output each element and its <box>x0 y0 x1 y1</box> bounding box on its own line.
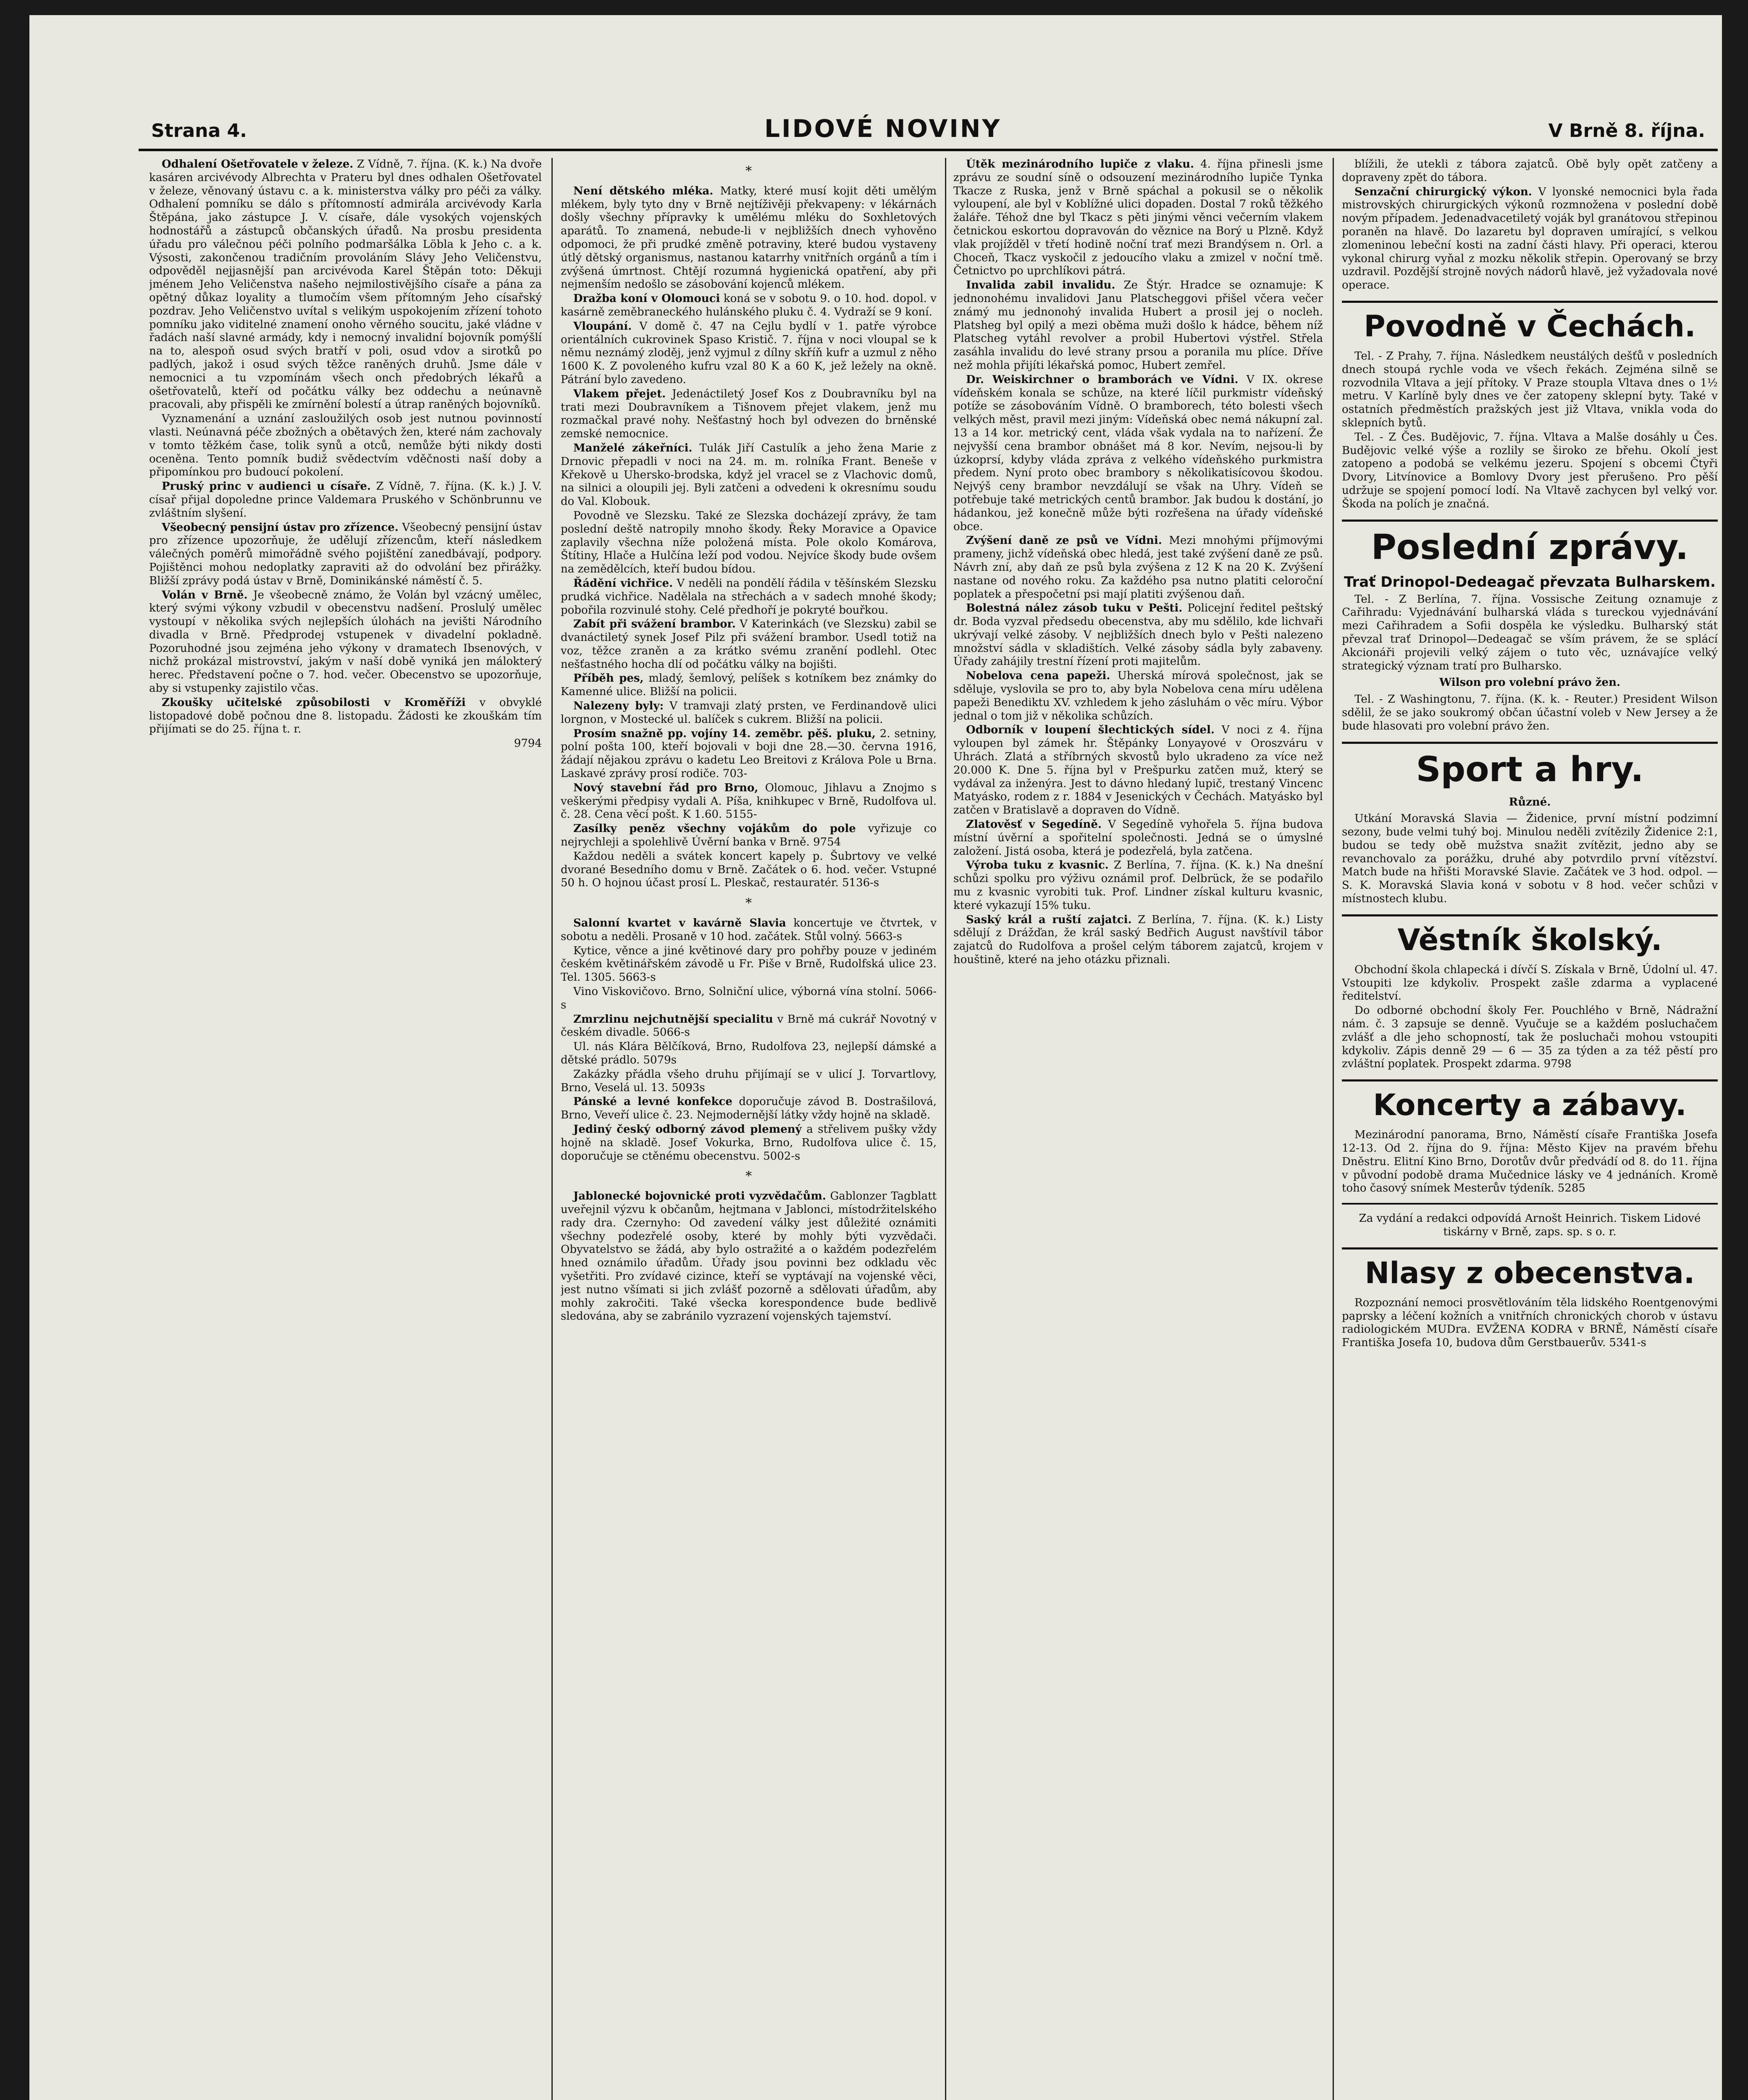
article-body: a střelivem pušky vždy hojně na skladě. Josef Vokurka, Brno, Rudolfova ulice č. 15, doporučuje se ctěnému obecenstvu. 5002-s <box>561 1123 937 1163</box>
article-body: Z Vídně, 7. října. (K. k.) Na dvoře kasáren arcivévody Albrechta v Prateru byl dnes odhalen Ošetřovatel v železe, věnovaný ústavu c. a k. ministerstva války pro péči za války. Odhalení pomníku se dálo s přítomností admirála arcivévody Karla Štěpána, jako zástupce J. V. císaře, dále vysokých vojenských hodnostářů a zástupců občanských úřadů. Na prosbu presidenta úřadu pro válečnou péči polního podmaršálka Löbla k Jeho c. a k. Výsosti, zakončenou tradičním provoláním Slávy Jeho Veličenstvu, odpověděl nejjasnější pan arcivévoda Karel Štěpán toto: Děkuji jménem Jeho Veličenstva našeho nejmilostivějšího císaře a pána za opětný důkaz loyality a tlumočím všem přítomným Jeho císařský pozdrav. Jeho Veličenstvo uvítal s velikým uspokojením zřízení tohoto pomníku jako viditelné znamení onoho věrného soucitu, jaké vládne v řadách naší slavné armády, kdy i nemocný invalidní bojovník pomýšlí na to, alespoň osud svých bratří v poli, osud vdov a sirotků po padlých, jakož i osud svých těžce raněných druhů. Jsme dále v nemocnici a tu vzpomínám všech onch předobrých lékařů a ošetřovatelů, kteří od počátku války bez oddechu a neúnavně pracovali, aby přispěli ke zmírnění bolestí a útrap raněných bojovníků. <box>149 158 542 411</box>
article-body: V tramvaji zlatý prsten, ve Ferdinandově ulici lorgnon, v Mostecké ul. balíček s cukrem. Bližší na policii. <box>561 700 937 726</box>
column-rule <box>945 158 946 2100</box>
article-body: Mezinárodní panorama, Brno, Náměstí císaře Františka Josefa 12-13. Od 2. října do 9. října: Město Kijev na pravém břehu Dněstru. Elitní Kino Brno, Dorotův dvůr předvádí od 8. do 11. října v původní podobě drama Mučednice lásky ve 4 jednáních. Kromě toho časový snímek Mesterův týdeník. 5285 <box>1342 1129 1718 1195</box>
article-body: Vyznamenání a uznání zasloužilých osob jest nutnou povinností vlasti. Neúnavná péče zbožných a obětavých žen, které nám zachovaly v tomto těžkém čase, tolik synů a otců, nemůže býti nikdy dosti oceněna. Tento pomník budiž svědectvím vděčnosti naší doby a připomínkou pro budoucí pokolení. <box>149 412 542 479</box>
article <box>1342 963 1718 1003</box>
article <box>1342 186 1718 292</box>
dateline: V Brně 8. října. <box>1548 120 1705 142</box>
separator-star: * <box>745 1169 752 1184</box>
article-body: Gablonzer Tagblatt uveřejnil výzvu k občanům, hejtmana v Jablonci, místodržitelského rady dra. Czernyho: Od zavedení války jest důležité oznámiti všechny podezřelé osoby, které by mohly býti vyzvědači. Obyvatelstvo se žádá, aby bylo ostražité a o každém podezřelém hned oznámilo úřadům. Úřady jsou povinni bez odkladu věc vyšetřiti. Pro zvídavé cizince, kteří se vyptávají na vojenské věci, jest nutno všímati si jich zvlášť pozorně a sdělovati úřadům, aby mohly zakročiti. Také všecka korespondence bude bedlivě sledována, aby se zabránilo vyzrazení vojenských tajemství. <box>561 1190 937 1323</box>
separator-star: * <box>745 164 752 178</box>
article-body: Tel. - Z Prahy, 7. října. Následkem neustálých dešťů v posledních dnech stoupá rychle voda ve všech řekách. Zejména silně se rozvodnila Vltava a její přítoky. V Praze stoupla Vltava dnes o 1½ metru. V Karlíně byly dnes ve čer zatopeny sklepní byty. Také v ostatních předměstích pražských jest již Vltava, vnikla voda do sklepních bytů. <box>1342 349 1718 429</box>
article-body: Jedenáctiletý Josef Kos z Doubravníku byl na trati mezi Doubravníkem a Tišnovem přejet vlakem, jenž mu rozmačkal pravé nohy. Nešťastný hoch byl odvezen do brněnské zemské nemocnice. <box>561 387 937 441</box>
article-body: v obvyklé listopadové době počnou dne 8. listopadu. Žádosti ke zkouškám tím přijímati se do 25. října t. r. <box>149 696 542 736</box>
article-body: Z Berlína, 7. října. (K. k.) Listy sdělují z Drážďan, že král saský Bedřich August navštívil tábor zajatců do Rudolfova a prošel celým táborem zajatců, krojem v houštině, které na jeho otázku přiznali. <box>953 913 1323 966</box>
article-title: Pruský princ v audienci u císaře. <box>162 480 371 493</box>
article <box>561 782 937 822</box>
divider <box>1342 1203 1718 1205</box>
article-title: Zasílky peněz všechny vojákům do pole <box>573 822 856 835</box>
article <box>561 672 937 699</box>
article-body: V IX. okrese vídeňském konala se schůze, na které líčil purkmistr vídeňský potíže se zásobováním Vídně. O bramborech, této bolesti všech velkých měst, pravil mezi jiným: Vídeňská obec nemá nákupní zal. 13 a 14 kor. metrický cent, vláda však vydala na to nařízení. Že nejvyšší cena brambor obnášet má 8 kor. Nevím, nejsou-li by úzkoprsí, kdyby vláda zpráva z velkého vídeňského purkmistra předem. Nyní proto obec brambory s několikatisícovou škodou. Nejvýš ceny brambor nevzdálují se však na Uhry. Vídeň se potřebuje také metrických centů brambor. Jak budou k dostání, jo hádankou, jež konečně může býti rozřešena na úřady vídeňské obce. <box>953 373 1323 533</box>
article <box>953 914 1323 967</box>
article-body: Tel. - Z Čes. Budějovic, 7. října. Vltava a Malše dosáhly u Čes. Budějovic velké výše a rozlily se široko ze břehu. Okolí jest zatopeno a podobá se velkému jezeru. Spojení s obcemi Čtyři Dvory, Litvínovice a Bomlovy Dvory jest přerušeno. Pro pěší udržuje se spojení pomocí lodí. Na Vltavě zachycen byl velký vor. Škoda na polích je značná. <box>1342 430 1718 510</box>
article-title: Bolestná nález zásob tuku v Pešti. <box>966 602 1183 615</box>
article-body: Rozpoznání nemoci prosvětlováním těla lidského Roentgenovými paprsky a léčení kožních a vnitřních chronických chorob v ústavu radiologickém MUDra. EVŽENA KODRA v BRNĚ, Náměstí císaře Františka Josefa 10, budova dům Gerstbauerův. 5341-s <box>1342 1296 1718 1349</box>
article <box>561 1013 937 1040</box>
article-body: Ul. nás Klára Bělčíková, Brno, Rudolfova 23, nejlepší dámské a dětské prádlo. 5079s <box>561 1040 937 1066</box>
article <box>953 373 1323 534</box>
section-heading-school: Věstník školský. <box>1342 914 1718 958</box>
article-title: Všeobecný pensijní ústav pro zřízence. <box>162 521 399 534</box>
article-body: Policejní ředitel peštský dr. Boda vyzval předsedu obecenstva, aby mu sdělilo, kde lichvaři ukrývají velké zásoby. V nejbližších dnech bylo v Pešti nalezeno množství sádla v skladištích. Velké zásoby sádla byly zabaveny. Úřady zahájily trestní řízení proti majitelům. <box>953 602 1323 668</box>
article <box>561 1123 937 1163</box>
article-title: Manželé zákeřníci. <box>573 441 693 454</box>
article-title: Řádění vichřice. <box>573 577 673 590</box>
article <box>561 1068 937 1095</box>
article <box>953 818 1323 858</box>
article <box>1342 693 1718 733</box>
article-title: Salonní kvartet v kavárně Slavia <box>573 917 786 930</box>
article <box>1342 1004 1718 1071</box>
article <box>561 509 937 576</box>
article <box>953 859 1323 912</box>
article-body: Každou neděli a svátek koncert kapely p. Šubrtovy ve velké dvorané Besedního domu v Brně. Začátek o 6. hod. večer. Vstupné 50 h. O hojnou účast prosí L. Pleskač, restauratér. 5136-s <box>561 850 937 890</box>
article <box>953 158 1323 278</box>
article-body: V domě č. 47 na Cejlu bydlí v 1. patře výrobce orientálních cukrovinek Spaso Kristič. 7. října v noci vloupal se k němu neznámý zloděj, jenž vyjmul z dílny skříň kufr a uzmul z něho 1600 K. Z povoleného kufru vzal 80 K a 60 K, jež ležely na okně. Pátrání bylo zavedeno. <box>561 320 937 386</box>
article-body: Uherská mírová společnost, jak se sděluje, vyslovila se pro to, aby byla Nobelova cena míru udělena papeži Benediktu XV. vzhledem k jeho zásluhám o věc míru. Výbor jednal o tom již v několika schůzích. <box>953 669 1323 722</box>
article-title: Volán v Brně. <box>162 588 248 601</box>
page-number: Strana 4. <box>151 120 247 142</box>
article <box>1342 1129 1718 1195</box>
article <box>1342 431 1718 511</box>
article-body: doporučuje závod B. Dostrašilová, Brno, Veveří ulice č. 23. Nejmodernější látky vždy hojně na skladě. <box>561 1095 937 1122</box>
article-title: Senzační chirurgický výkon. <box>1354 185 1532 198</box>
article-body: V Katerinkách (ve Slezsku) zabil se dvanáctiletý synek Josef Pilz při svážení brambor. Usedl totiž na voz, těžce zraněn a za krátko svému zranění podlehl. Otec nešťastného hocha dlí od počátku války na bojišti. <box>561 618 937 671</box>
article-title: Nový stavební řád pro Brno, <box>573 781 759 794</box>
article-body: V noci z 4. října vyloupen byl zámek hr. Štěpánky Lonyayové v Oroszváru v Uhrách. Zlatá a stříbrných skvostů bylo ukradeno za více než 20.000 K. Dne 5. října byl v Prešpurku zatčen muž, který se vydával za inženýra. Jest to dávno hledaný lupič, trestaný Vincenc Matyásko, rodem z r. 1884 v Jesenických v Čechách. Matyásko byl zatčen v Bratislavě a dopraven do Vídně. <box>953 724 1323 817</box>
article-title: Vlakem přejet. <box>573 387 666 400</box>
article <box>149 521 542 588</box>
column-1 <box>149 158 542 2100</box>
masthead: LIDOVÉ NOVINY <box>764 114 1002 143</box>
section-heading-latest-news: Poslední zprávy. <box>1342 520 1718 568</box>
article-title: Odhalení Ošetřovatele v železe. <box>162 158 354 171</box>
article-body: Tulák Jiří Castulík a jeho žena Marie z Drnovic přepadli v noci na 24. m. m. rolníka Frant. Beneše v Křekově u Uhersko-brodska, když jel vracel se z Vlachovic domů, na silnici a oloupili jej. Byli zatčeni a odvedeni k okresnímu soudu do Val. Klobouk. <box>561 441 937 508</box>
section-heading-floods: Povodně v Čechách. <box>1342 301 1718 344</box>
article <box>561 320 937 387</box>
article-body: V Segedíně vyhořela 5. října budova místní úvěrní a spořitelní společnosti. Jedná se o úmyslné založení. Jistá osoba, která je podezřelá, byla zatčena. <box>953 818 1323 858</box>
article-body: 4. října přinesli jsme zprávu ze soudní síně o odsouzení mezinárodního lupiče Tynka Tkacze z Ruska, jenž v Brně spáchal a pokusil se o několik vyloupení, ale byl v Koblížné ulici dopaden. Dostal 7 roků těžkého žaláře. Téhož dne byl Tkacz s pěti jinými věnci večerním vlakem četnickou eskortou dopravován do věznice na Borý u Plzně. Když vlak projížděl v třetí hodině noční trať mezi Brandýsem n. Orl. a Choceň, Tkacz vyskočil z jedoucího vlaku a zmizel v noční tmě. Četnictvo po uprchlíkovi pátrá. <box>953 158 1323 278</box>
article-title: Saský král a ruští zajatci. <box>966 913 1132 926</box>
article-title: Není dětského mléka. <box>573 184 714 197</box>
article-title: Jablonecké bojovnické proti vyzvědačům. <box>573 1190 826 1203</box>
article <box>149 589 542 696</box>
newspaper-page <box>29 15 1722 2100</box>
article <box>561 388 937 441</box>
column-rule <box>551 158 553 2100</box>
article <box>149 158 542 412</box>
article <box>561 618 937 671</box>
article <box>953 602 1323 669</box>
article <box>561 1040 937 1067</box>
article-body: koncertuje ve čtvrtek, v sobotu a neděli. Prosaně v 10 hod. začátek. Stůl volný. 5663-s <box>561 917 937 943</box>
article-title: Vloupání. <box>573 320 632 333</box>
article <box>1342 350 1718 430</box>
article-body: 2. setniny, polní pošta 100, kteří bojovali v boji dne 28.—30. června 1916, žádají nějakou zprávu o kadetu Leo Breitovi z Králova Pole u Brna. Laskavé zprávy prosí rodiče. 703- <box>561 727 937 780</box>
article-body: Je všeobecně známo, že Volán byl vzácný umělec, který svými výkony vzbudil v obecenstvu nadšení. Proslulý umělec vystoupí v několika svých nejlepších úlohách na jevišti Národního divadla v Brně. Předprodej vstupenek v divadelní pokladně. Pozoruhodné jsou zejména jeho výkony v dramatech Ibsenových, v nichž prokázal mistrovství, jakým v naší době vyniká jen málokterý herec. Představení počne o 7. hod. večer. Obecenstvo se upozorňuje, aby si vstupenky zajistilo včas. <box>149 588 542 695</box>
article <box>561 577 937 617</box>
article <box>561 1095 937 1122</box>
article <box>561 700 937 727</box>
column-2 <box>561 158 937 2100</box>
subheading: Různé. <box>1509 795 1551 808</box>
article-body: Ze Štýr. Hradce se oznamuje: K jednonohému invalidovi Janu Platscheggovi přišel včera večer známý mu jednonohý invalida Hubert a prosil jej o nocleh. Platsheg byl opilý a mezi oběma muži došlo k hádce, během níž Platscheg vytáhl revolver a probil Hubertovi výstřel. Střela zasáhla invalidu do levé strany prsou a poranila mu plíce. Dříve než mohla přijíti lékařská pomoc, Hubert zemřel. <box>953 279 1323 372</box>
ref-number: 9794 <box>514 737 542 750</box>
article-body: koná se v sobotu 9. o 10. hod. dopol. v kasárně zeměbraneckého hulánského pluku č. 4. Vydraží se 9 koní. <box>561 292 937 318</box>
article-title: Pánské a levné konfekce <box>573 1095 732 1108</box>
article-title: Výroba tuku z kvasnic. <box>966 859 1109 872</box>
article-body: Vino Viskovičovo. Brno, Solniční ulice, výborná vína stolní. 5066-s <box>561 985 937 1011</box>
article-body: Tel. - Z Berlína, 7. října. Vossische Zeitung oznamuje z Cařihradu: Vyjednávání bulharská vláda s tureckou vyjednávání mezi Cařihradem a Sofii dospěla ke výsledku. Bulharský stát převzal trať Drinopol—Dedeagač se vším právem, že se splácí Akcionáři projevili velký zájem o tuto věc, uznávajíce velký strategický význam tratí pro Bulharsko. <box>1342 593 1718 672</box>
article-body: Kytice, věnce a jiné květinové dary pro pohřby pouze v jediném českém květinářském závodě u Fr. Piše v Brně, Rudolfská ulice 23. Tel. 1305. 5663-s <box>561 944 937 984</box>
article-title: Dr. Weiskirchner o bramborách ve Vídni. <box>966 373 1239 386</box>
article-body: Všeobecný pensijní ústav pro zřízence upozorňuje, že udělují zřízencům, kteří následkem válečných poměrů mimořádně svého pojištění zanedbávají, podpory. Pojištěnci mohou nedoplatky zapraviti až do odvolání bez přirážky. Bližší zprávy podá ústav v Brně, Dominikánské náměstí č. 5. <box>149 521 542 587</box>
article-body: Tel. - Z Washingtonu, 7. října. (K. k. - Reuter.) President Wilson sdělil, že se jako soukromý občan účastní voleb v New Jersey a že bude hlasovati pro volební právo žen. <box>1342 693 1718 732</box>
subheading: Trať Drinopol-Dedeagač převzata Bulharskem. <box>1344 573 1716 591</box>
article-title: Jediný český odborný závod plemený <box>573 1123 802 1136</box>
article-title: Zvýšení daně ze psů ve Vídni. <box>966 534 1162 547</box>
article <box>561 917 937 944</box>
header-rule <box>139 149 1718 151</box>
article <box>561 1190 937 1323</box>
subheading: Wilson pro volební právo žen. <box>1439 676 1621 689</box>
article <box>1342 158 1718 185</box>
article <box>953 534 1323 601</box>
article <box>953 669 1323 723</box>
article-body: V lyonské nemocnici byla řada mistrovských chirurgických výkonů rozmnožena v poslední době novým případem. Jedenadvacetiletý voják byl granátovou střepinou poraněn na hlavě. Do lazaretu byl dopraven umírající, s velkou zlomeninou lebeční kosti na zadní části hlavy. Při operaci, kterou vykonal chirurg vyňal z mozku několik střepin. Operovaný se brzy uzdravil. Pozdější strojně nových nádorů hlavě, jež vyžadovala nové operace. <box>1342 185 1718 292</box>
section-heading-concerts: Koncerty a zábavy. <box>1342 1079 1718 1123</box>
article-title: Odborník v loupení šlechtických sídel. <box>966 724 1215 737</box>
article-body: Obchodní škola chlapecká i dívčí S. Získala v Brně, Údolní ul. 47. Vstoupiti lze kdykoliv. Prospekt zašle zdarma a vyplacené ředitelství. <box>1342 963 1718 1003</box>
article <box>561 292 937 319</box>
article-title: Zabít při svážení brambor. <box>573 618 736 631</box>
article-body: vyřizuje co nejrychleji a spolehlivě Úvěrní banka v Brně. 9754 <box>561 822 937 849</box>
article <box>561 185 937 291</box>
article-body: Z Vídně, 7. října. (K. k.) J. V. císař přijal dopoledne prince Valdemara Pruského v Schönbrunnu ve zvláštním slyšení. <box>149 480 542 520</box>
imprint: Za vydání a redakci odpovídá Arnošt Heinrich. Tiskem Lidové tiskárny v Brně, zaps. sp. s o. r. <box>1359 1212 1701 1239</box>
article-title: Zmrzlinu nejchutnější specialitu <box>573 1013 773 1026</box>
article <box>149 412 542 479</box>
article-title: Nobelova cena papeži. <box>966 669 1110 682</box>
article <box>1342 1297 1718 1350</box>
article-title: Zlatověsť v Segedíně. <box>966 818 1102 831</box>
article-title: Nalezeny byly: <box>573 700 664 713</box>
section-heading-sport: Sport a hry. <box>1342 742 1718 790</box>
article-body: Z Berlína, 7. října. (K. k.) Na dnešní schůzi spolku pro výživu oznámil prof. Delbrück, že se podařilo mu z kvasnic vyrobiti tuk. Prof. Lindner získal kulturu kvasnic, které vykazují 15% tuku. <box>953 859 1323 912</box>
article <box>149 480 542 520</box>
article-body: Mezi mnohými příjmovými prameny, jichž vídeňská obec hledá, jest také zvýšení daně ze psů. Návrh zní, aby daň ze psů byla zvýšena z 12 K na 20 K. Zvýšení nastane od nového roku. Za každého psa nutno platiti celoroční poplatek a přespočetní psi mají platiti zvýšenou daň. <box>953 534 1323 601</box>
column-4 <box>1342 158 1718 2100</box>
article-body: Zakázky přádla všeho druhu přijímají se v ulicí J. Torvartlovy, Brno, Veselá ul. 13. 5093s <box>561 1068 937 1094</box>
article <box>561 945 937 984</box>
article-title: Invalida zabil invalidu. <box>966 279 1115 292</box>
article-body: Olomouc, Jihlavu a Znojmo s veškerými předpisy vydali A. Píša, knihkupec v Brně, Rudolfova ul. č. 28. Cena věcí pošt. K 1.60. 5155- <box>561 781 937 821</box>
article <box>149 696 542 736</box>
page-header <box>29 15 1722 154</box>
article-body: V neděli na pondělí řádila v těšínském Slezsku prudká vichřice. Nadělala na střechách a v sadech mnohé škody; pobořila rozvinulé stohy. Celé předhoří je pokryté bouřkou. <box>561 577 937 617</box>
article <box>561 727 937 781</box>
article <box>1342 593 1718 673</box>
article-body: mladý, šemlový, pelíšek s kotníkem bez známky do Kamenné ulice. Bližší na policii. <box>561 672 937 698</box>
article <box>561 985 937 1012</box>
article-title: Příběh pes, <box>573 672 644 685</box>
section-heading-public-voices: Nlasy z obecenstva. <box>1342 1247 1718 1291</box>
article <box>561 822 937 849</box>
article-title: Dražba koní v Olomouci <box>573 292 720 305</box>
column-rule <box>1333 158 1334 2100</box>
article <box>561 442 937 509</box>
article-body: Utkání Moravská Slavia — Židenice, první místní podzimní sezony, bude velmi tuhý boj. Minulou neděli zvítězily Židenice 2:1, budou se tedy obě mužstva snažit zvítězit, jedno aby se revanchovalo za porážku, druhé aby potvrdilo první vítězství. Match bude na hřišti Moravské Slavie. Začátek ve 3 hod. odpol. — S. K. Moravská Slavia koná v sobotu v 8 hod. večer schůzi v místnostech klubu. <box>1342 812 1718 906</box>
article-title: Zkoušky učitelské způsobilosti v Kroměříži <box>162 696 466 709</box>
article-body: blížili, že utekli z tábora zajatců. Obě byly opět zatčeny a dopraveny zpět do tábora. <box>1342 158 1718 184</box>
separator-star: * <box>745 896 752 911</box>
article-body: v Brně má cukrář Novotný v českém divadle. 5066-s <box>561 1013 937 1039</box>
article <box>561 850 937 890</box>
article <box>953 724 1323 817</box>
article <box>1342 812 1718 906</box>
column-3 <box>953 158 1323 2100</box>
article <box>953 279 1323 373</box>
article-body: Matky, které musí kojit děti umělým mlékem, byly tyto dny v Brně nejtíživěji překvapeny: v lékárnách došly všechny přípravky k umělému mléku do Soxhletových aparátů. To znamená, nebude-li v nejbližších dnech vyhověno odpomoci, že při prudké změně potraviny, které budou vystaveny útlý dětský organismus, nastanou katarrhy vnitřních orgánů a tím i zvýšená úmrtnost. Chtějí rozumná hygienická opatření, aby při nejmenším nedošlo se zásobování kojenců mlékem. <box>561 184 937 291</box>
article-title: Prosím snažně pp. vojíny 14. zeměbr. pěš. pluku, <box>573 727 876 740</box>
article-title: Útěk mezinárodního lupiče z vlaku. <box>966 158 1194 171</box>
article-body: Povodně ve Slezsku. Také ze Slezska docházejí zprávy, že tam poslední deště natropily mnoho škody. Řeky Moravice a Opavice zaplavily všechna níže položená místa. Pole okolo Komárova, Štítiny, Hlače a Hulčína leží pod vodou. Nejvíce škody bude ovšem na zemědělcích, kteří budou bídou. <box>561 509 937 576</box>
article-body: Do odborné obchodní školy Fer. Pouchlého v Brně, Nádražní nám. č. 3 zapsuje se denně. Vyučuje se a každém posluchačem zvlášť a dle jeho schopností, tak že posluchači mohou vstoupiti kdykoliv. Zápis denně 29 — 6 — 35 za týden a za též pěstí pro zvláštní poplatek. Prospekt zdarma. 9798 <box>1342 1004 1718 1071</box>
